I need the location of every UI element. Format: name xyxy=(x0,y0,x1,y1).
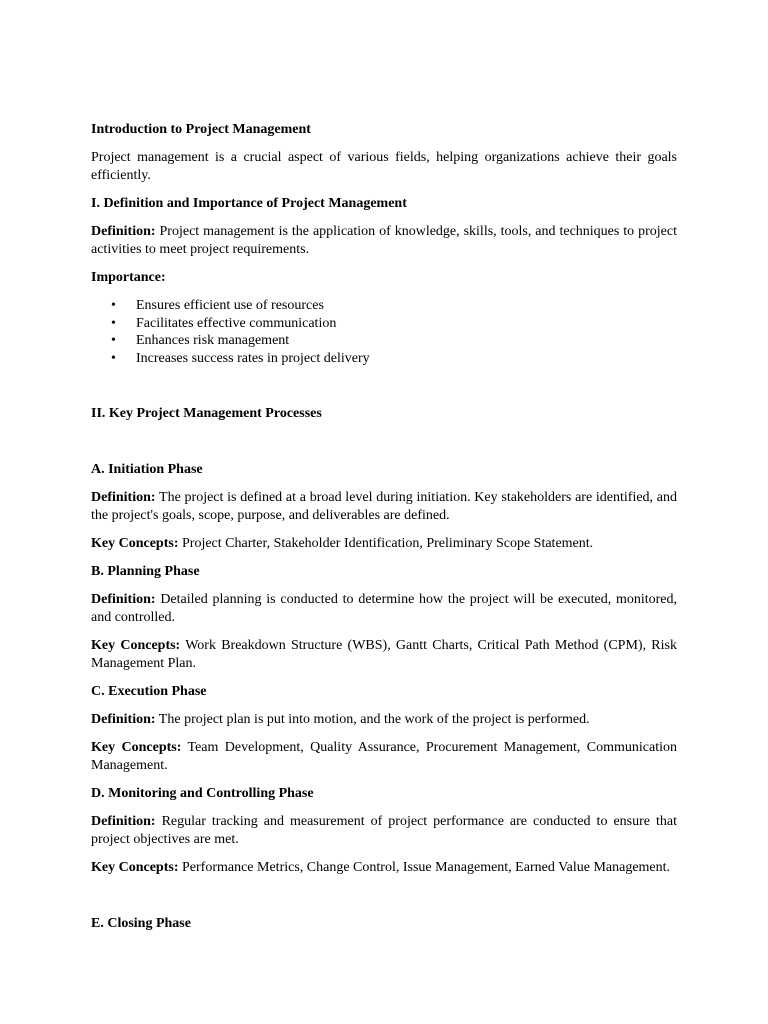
phase-initiation-heading: A. Initiation Phase xyxy=(91,462,203,477)
definition-label: Definition: xyxy=(91,712,156,727)
definition-text: The project plan is put into motion, and the work of the project is performed. xyxy=(155,712,590,727)
importance-heading: Importance: xyxy=(91,270,166,285)
phase-execution-definition xyxy=(91,711,677,729)
phase-closing-heading: E. Closing Phase xyxy=(91,916,191,931)
bullet-icon: • xyxy=(111,298,116,313)
key-concepts-text: Performance Metrics, Change Control, Issue Management, Earned Value Management. xyxy=(178,860,671,875)
importance-list xyxy=(91,297,677,367)
list-item xyxy=(91,297,677,315)
document-title: Introduction to Project Management xyxy=(91,122,311,137)
intro-paragraph: Project management is a crucial aspect of various fields, helping organizations achieve their goals efficiently. xyxy=(91,150,677,183)
definition-label: Definition: xyxy=(91,224,156,239)
definition-text: Project management is the application of knowledge, skills, tools, and techniques to project activities to meet project requirements. xyxy=(91,224,677,257)
phase-planning-concepts xyxy=(91,637,677,673)
phase-monitoring-heading: D. Monitoring and Controlling Phase xyxy=(91,786,314,801)
list-item xyxy=(91,315,677,333)
bullet-icon: • xyxy=(111,333,116,348)
list-item xyxy=(91,350,677,368)
phase-execution-heading: C. Execution Phase xyxy=(91,684,207,699)
key-concepts-label: Key Concepts: xyxy=(91,536,179,551)
bullet-icon: • xyxy=(111,315,116,331)
key-concepts-text: Team Development, Quality Assurance, Procurement Management, Communication Management. xyxy=(91,740,677,773)
list-item-text: Increases success rates in project delivery xyxy=(136,350,370,366)
phase-monitoring-definition xyxy=(91,813,677,849)
phase-initiation-definition xyxy=(91,489,677,525)
definition-text: The project is defined at a broad level during initiation. Key stakeholders are identified, and the project's goals, scope, purpose, and deliverables are defined. xyxy=(91,490,677,523)
key-concepts-label: Key Concepts: xyxy=(91,860,179,875)
list-item-text: Ensures efficient use of resources xyxy=(136,298,324,313)
key-concepts-label: Key Concepts: xyxy=(91,740,182,755)
list-item-text: Enhances risk management xyxy=(136,333,290,348)
definition-label: Definition: xyxy=(91,592,156,607)
key-concepts-text: Work Breakdown Structure (WBS), Gantt Charts, Critical Path Method (CPM), Risk Management Plan. xyxy=(91,638,677,671)
definition-label: Definition: xyxy=(91,814,156,829)
section-1-heading: I. Definition and Importance of Project Management xyxy=(91,196,407,211)
phase-execution-concepts xyxy=(91,739,677,775)
definition-label: Definition: xyxy=(91,490,156,505)
definition-text: Detailed planning is conducted to determine how the project will be executed, monitored, and controlled. xyxy=(91,592,677,625)
section-2-heading: II. Key Project Management Processes xyxy=(91,406,322,421)
phase-planning-definition xyxy=(91,591,677,627)
phase-planning-heading: B. Planning Phase xyxy=(91,564,200,579)
phase-monitoring-concepts xyxy=(91,859,677,877)
document-page xyxy=(91,121,677,933)
list-item-text: Facilitates effective communication xyxy=(136,315,337,331)
list-item xyxy=(91,332,677,350)
definition-text: Regular tracking and measurement of project performance are conducted to ensure that project objectives are met. xyxy=(91,814,677,847)
phase-initiation-concepts xyxy=(91,535,677,553)
bullet-icon: • xyxy=(111,350,116,366)
key-concepts-label: Key Concepts: xyxy=(91,638,181,653)
key-concepts-text: Project Charter, Stakeholder Identification, Preliminary Scope Statement. xyxy=(178,536,594,551)
section-1-definition xyxy=(91,223,677,259)
